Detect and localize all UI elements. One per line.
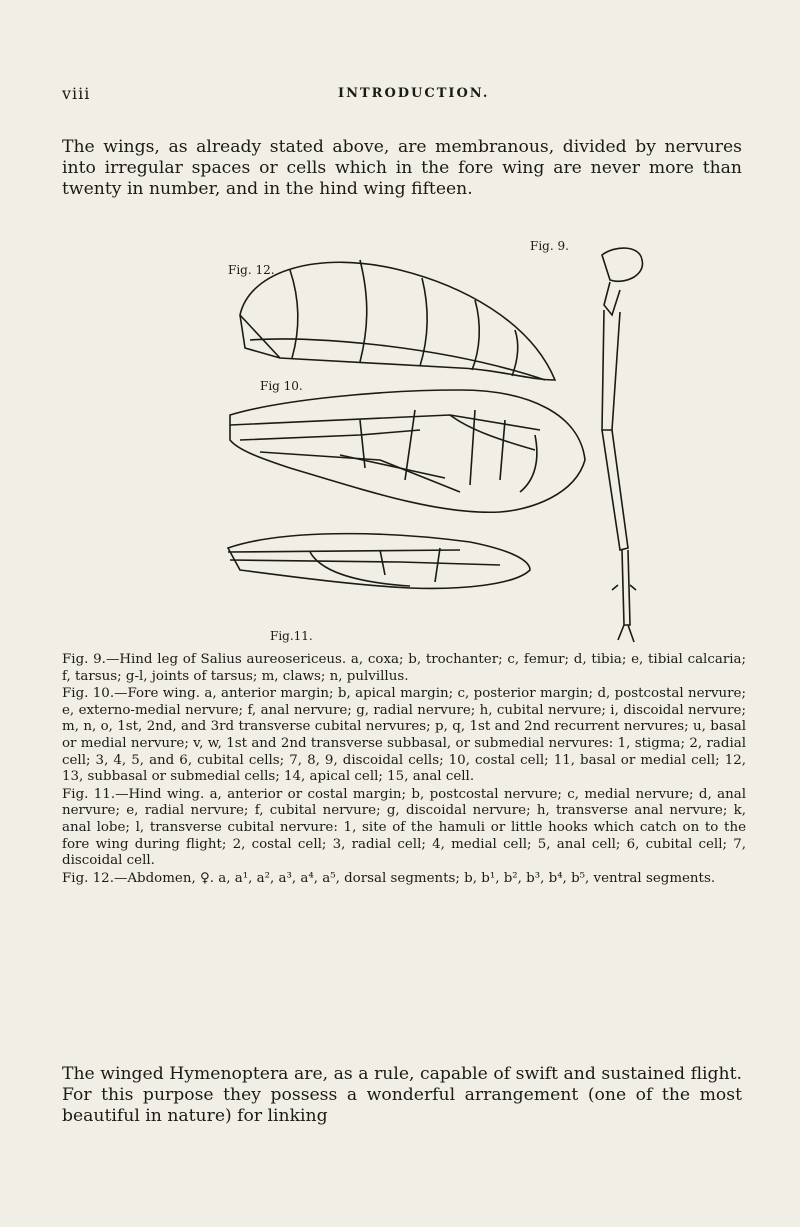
intro-paragraph: The wings, as already stated above, are membranous, divided by nervures into irregular spaces or cells which in the fore wing are never more than twenty in number, and in the hind wing fifteen. <box>62 137 742 200</box>
caption-text: —Hind wing. a, anterior or costal margin; b, postcostal nervure; c, medial nervure; d, anal nervure; e, radial nervure; f, cubital nervure; g, discoidal nervure; h, transverse anal nervure; k, anal lobe; l, transverse cubital nervure: 1, site of the hamuli or little hooks which catch on to the fore wing during flight; 2, costal cell; 3, radial cell; 4, medial cell; 5, anal cell; 6, cubital cell; 7, discoidal cell. <box>62 786 746 869</box>
caption-text: —Abdomen, ♀. a, a¹, a², a³, a⁴, a⁵, dorsal segments; b, b¹, b², b³, b⁴, b⁵, ventral segments. <box>113 870 716 886</box>
fig9-label: Fig. 9. <box>530 239 569 253</box>
abdomen-drawing <box>240 260 555 380</box>
fig10-label: Fig 10. <box>260 379 303 393</box>
caption-fig9 <box>62 652 746 685</box>
caption-fig10 <box>62 686 746 786</box>
caption-fig12 <box>62 871 746 888</box>
caption-text: —Fore wing. a, anterior margin; b, apical margin; c, posterior margin; d, postcostal nervure; e, externo-medial nervure; f, anal nervure; g, radial nervure; h, cubital nervure; i, discoidal nervure; m, n, o, 1st, 2nd, and 3rd transverse cubital nervures; p, q, 1st and 2nd recurrent nervures; u, basal or medial nervure; v, w, 1st and 2nd transverse subbasal, or submedial nervures: 1, stigma; 2, radial cell; 3, 4, 5, and 6, cubital cells; 7, 8, 9, discoidal cells; 10, costal cell; 11, basal or medial cell; 12, 13, subbasal or submedial cells; 14, apical cell; 15, anal cell. <box>62 686 746 785</box>
fig12-label: Fig. 12. <box>228 263 275 277</box>
caption-label: Fig. 10. <box>62 686 115 702</box>
flight-paragraph: The winged Hymenoptera are, as a rule, capable of swift and sustained flight. For this purpose they possess a wonderful arrangement (one of the most beautiful in nature) for linking <box>62 1064 742 1127</box>
fig11-label: Fig.11. <box>270 629 313 643</box>
figure-illustration <box>200 230 680 650</box>
caption-label: Fig. 11. <box>62 786 116 802</box>
hind-wing-drawing <box>228 534 530 589</box>
caption-label: Fig. 12. <box>62 870 114 886</box>
figure-drawing <box>200 230 680 650</box>
caption-fig11 <box>62 787 746 870</box>
figure-captions <box>62 652 746 887</box>
hind-leg-drawing <box>602 248 642 642</box>
page-number: viii <box>62 84 91 103</box>
caption-text: —Hind leg of Salius aureosericeus. a, coxa; b, trochanter; c, femur; d, tibia; e, tibial calcaria; f, tarsus; g-l, joints of tarsus; m, claws; n, pulvillus. <box>62 652 746 684</box>
fore-wing-drawing <box>230 390 585 512</box>
caption-label: Fig. 9. <box>62 652 106 667</box>
running-head: INTRODUCTION. <box>338 86 490 101</box>
